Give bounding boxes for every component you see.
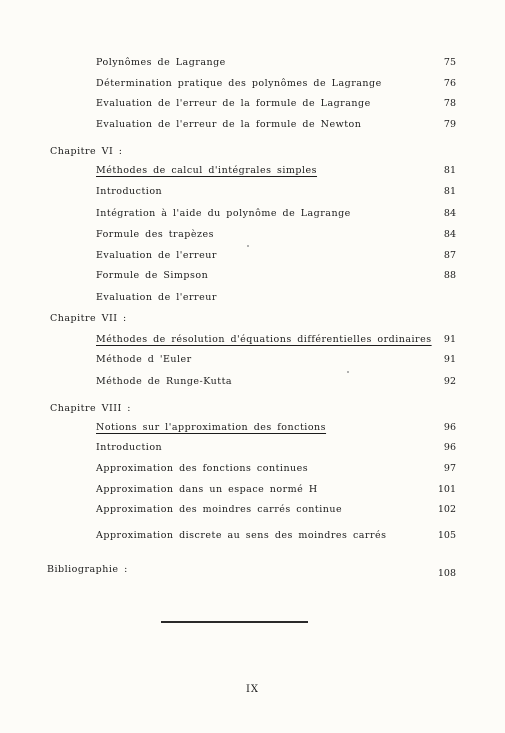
toc-entry-title: Méthode d 'Euler <box>96 354 192 365</box>
toc-entry-page: 96 <box>443 442 456 453</box>
toc-entry-title: Approximation dans un espace normé H <box>96 484 318 495</box>
section-entry <box>0 164 505 178</box>
scan-speck <box>347 371 349 373</box>
section-entry <box>0 333 505 347</box>
toc-entry-title: Formule de Simpson <box>96 270 209 281</box>
toc-entry-page: 81 <box>443 186 456 197</box>
section-page: 96 <box>443 422 456 433</box>
toc-entry <box>0 483 505 497</box>
toc-entry-page: 92 <box>443 376 456 387</box>
toc-entry-page: 78 <box>443 98 456 109</box>
toc-entry-title: Introduction <box>96 186 163 197</box>
section-entry <box>0 421 505 435</box>
toc-entry <box>0 118 505 132</box>
toc-entry-page: 87 <box>443 250 456 261</box>
section-title: Méthodes de calcul d'intégrales simples <box>96 165 318 176</box>
toc-entry-page: 79 <box>443 119 456 130</box>
toc-entry-title: Evaluation de l'erreur de la formule de Newton <box>96 119 362 130</box>
bibliography-entry <box>0 563 505 577</box>
toc-entry-title: Evaluation de l'erreur <box>96 250 217 261</box>
chapter-title: Chapitre VIII : <box>50 403 132 414</box>
toc-entry-title: Méthode de Runge-Kutta <box>96 376 233 387</box>
chapter-heading <box>0 402 505 416</box>
toc-entry-title: Approximation discrete au sens des moindres carrés <box>96 530 387 541</box>
section-title: Méthodes de résolution d'équations différentielles ordinaires <box>96 334 432 345</box>
toc-entry-page: 97 <box>443 463 456 474</box>
page-folio: IX <box>245 684 260 695</box>
bibliography-page: 108 <box>437 568 456 579</box>
toc-entry <box>0 249 505 263</box>
toc-entry-page: 101 <box>437 484 456 495</box>
toc-entry <box>0 353 505 367</box>
toc-entry-title: Polynômes de Lagrange <box>96 57 226 68</box>
section-page: 81 <box>443 165 456 176</box>
toc-entry-page: 84 <box>443 208 456 219</box>
toc-entry-title: Introduction <box>96 442 163 453</box>
toc-entry-title: Approximation des moindres carrés continue <box>96 504 343 515</box>
toc-entry <box>0 529 505 543</box>
scan-speck <box>247 245 249 247</box>
toc-entry <box>0 228 505 242</box>
toc-entry <box>0 441 505 455</box>
toc-entry <box>0 97 505 111</box>
toc-entry <box>0 503 505 517</box>
toc-entry <box>0 269 505 283</box>
toc-entry-page: 84 <box>443 229 456 240</box>
toc-entry <box>0 207 505 221</box>
toc-entry-title: Evaluation de l'erreur de la formule de Lagrange <box>96 98 371 109</box>
toc-entry-page: 91 <box>443 354 456 365</box>
toc-entry <box>0 56 505 70</box>
section-title: Notions sur l'approximation des fonctions <box>96 422 327 433</box>
toc-entry <box>0 291 505 305</box>
closing-rule <box>161 621 308 623</box>
toc-entry-title: Détermination pratique des polynômes de Lagrange <box>96 78 382 89</box>
toc-entry <box>0 462 505 476</box>
toc-entry-title: Formule des trapèzes <box>96 229 214 240</box>
chapter-title: Chapitre VII : <box>50 313 127 324</box>
toc-entry-page: 105 <box>437 530 456 541</box>
toc-entry-page: 102 <box>437 504 456 515</box>
bibliography-title: Bibliographie : <box>47 564 128 575</box>
toc-entry-page: 76 <box>443 78 456 89</box>
chapter-heading <box>0 312 505 326</box>
toc-entry <box>0 185 505 199</box>
chapter-heading <box>0 145 505 159</box>
toc-entry-title: Evaluation de l'erreur <box>96 292 217 303</box>
toc-entry-title: Approximation des fonctions continues <box>96 463 309 474</box>
chapter-title: Chapitre VI : <box>50 146 123 157</box>
toc-entry <box>0 77 505 91</box>
toc-entry-title: Intégration à l'aide du polynôme de Lagrange <box>96 208 351 219</box>
toc-entry <box>0 375 505 389</box>
toc-entry-page: 88 <box>443 270 456 281</box>
section-page: 91 <box>443 334 456 345</box>
toc-entry-page: 75 <box>443 57 456 68</box>
